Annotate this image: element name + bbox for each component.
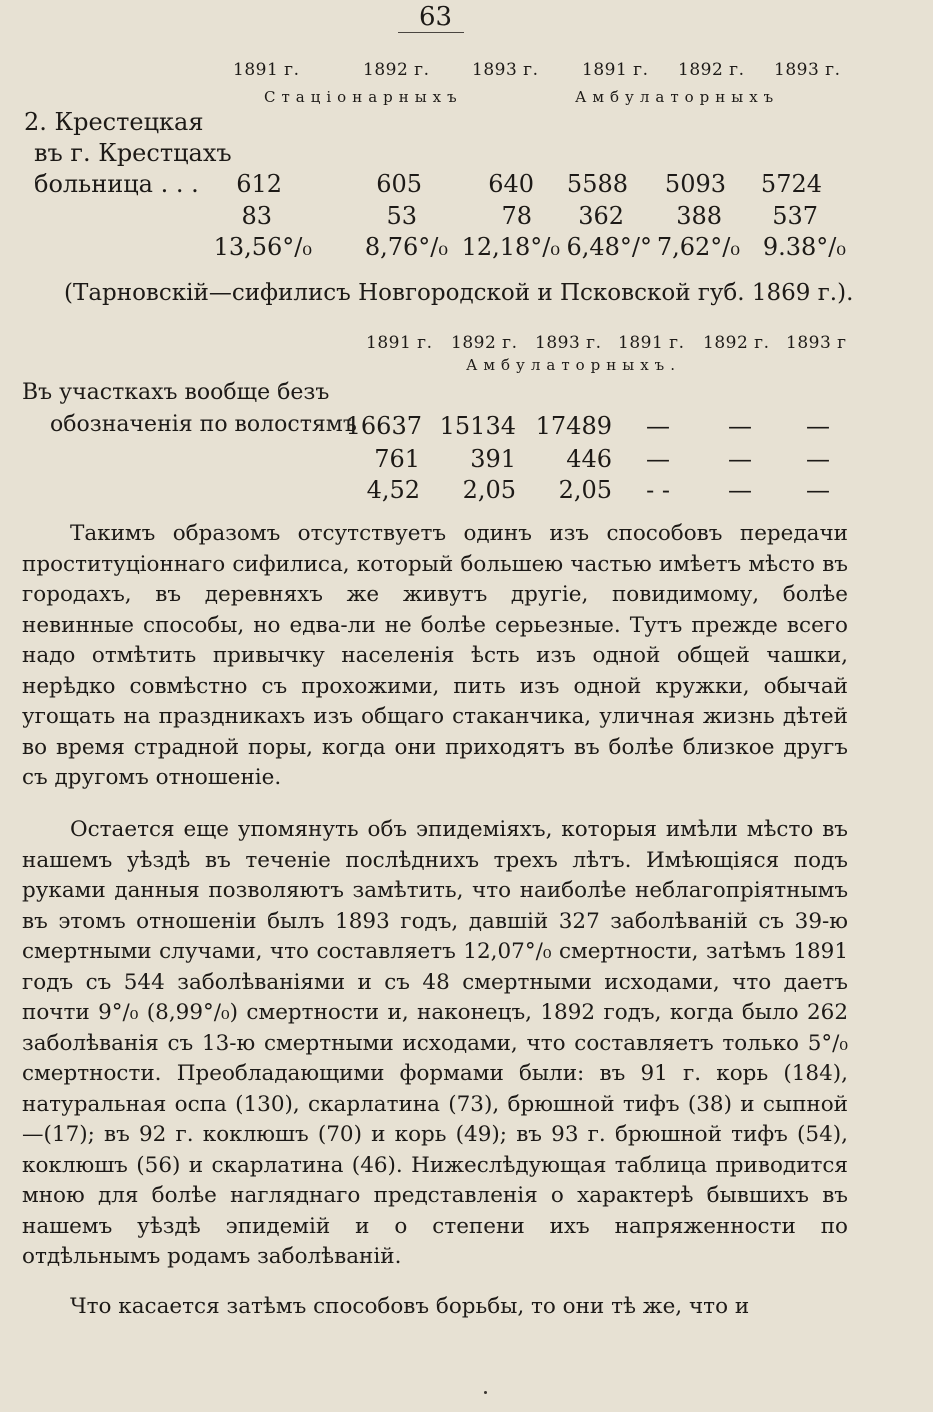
table1-year: 1891 г. — [233, 60, 300, 80]
table2-year: 1891 г. — [366, 333, 433, 353]
table2-cell: 16637 — [345, 412, 422, 440]
body-paragraph-1 — [22, 519, 848, 794]
table2-cell: 2,05 — [462, 476, 516, 504]
table2-cell: — — [728, 445, 752, 473]
source-note: (Тарновскій—сифилисъ Новгородской и Псковской губ. 1869 г.). — [64, 280, 854, 306]
table2-cell: - - — [646, 476, 670, 504]
table2-cell: 2,05 — [558, 476, 612, 504]
table2-cell: — — [806, 412, 830, 440]
table1-cell: 78 — [501, 202, 532, 230]
table1-cell: 83 — [241, 202, 272, 230]
table2-year: 1892 г. — [703, 333, 770, 353]
table1-label-line1: 2. Крестецкая — [24, 108, 204, 136]
table2-year: 1893 г. — [535, 333, 602, 353]
page-number: 63 — [419, 2, 453, 32]
table1-cell: 53 — [386, 202, 417, 230]
table1-cell: 12,18°/₀ — [461, 233, 560, 261]
table2-label-line1: Въ участкахъ вообще безъ — [22, 380, 330, 405]
table1-cell: 537 — [772, 202, 818, 230]
table2-label-line2: обозначенія по волостямъ — [50, 412, 357, 437]
table2-cell: — — [646, 412, 670, 440]
table1-cell: 388 — [676, 202, 722, 230]
table2-year: 1892 г. — [451, 333, 518, 353]
table1-cell: 612 — [236, 170, 282, 198]
table2-year: 1893 г — [786, 333, 847, 353]
paragraph-text: Такимъ образомъ отсутствуетъ одинъ изъ способовъ передачи проституціоннаго сифилиса, который большею частью имѣетъ мѣсто въ городахъ, въ деревняхъ же живутъ другіе, повидимому, болѣе невинные способы, но едва-ли не болѣе серьезные. Тутъ прежде всего надо отмѣтить привычку населенія ѣсть изъ одной общей чашки, нерѣдко совмѣстно съ прохожими, пить изъ одной кружки, обычай угощать на праздникахъ изъ общаго стаканчика, уличная жизнь дѣтей во время страдной поры, когда они приходятъ въ болѣе близкое другъ съ другомъ отношеніе. — [22, 521, 848, 790]
table2-year: 1891 г. — [618, 333, 685, 353]
table2-cell: — — [728, 476, 752, 504]
table2-cell: 4,52 — [366, 476, 420, 504]
table2-cell: 17489 — [535, 412, 612, 440]
table1-cell: 362 — [578, 202, 624, 230]
header-rule — [398, 32, 464, 33]
table2-cell: 391 — [470, 445, 516, 473]
table2-cell: 446 — [566, 445, 612, 473]
table2-cell: — — [646, 445, 670, 473]
table1-cell: 5588 — [566, 170, 628, 198]
table2-group-ambulatory: Амбулаторныхъ. — [466, 356, 681, 374]
table1-group-stationary: Стаціонарныхъ — [264, 88, 463, 106]
table1-cell: 13,56°/₀ — [213, 233, 312, 261]
table1-year: 1893 г. — [774, 60, 841, 80]
speck — [484, 1391, 487, 1394]
table1-year: 1891 г. — [582, 60, 649, 80]
table1-cell: 9.38°/₀ — [762, 233, 846, 261]
table1-cell: 5724 — [760, 170, 822, 198]
table1-cell: 6,48°/° — [566, 233, 652, 261]
table1-cell: 8,76°/₀ — [364, 233, 448, 261]
table1-year: 1892 г. — [363, 60, 430, 80]
paragraph-text: Остается еще упомянуть объ эпидеміяхъ, которыя имѣли мѣсто въ нашемъ уѣздѣ въ теченіе послѣднихъ трехъ лѣтъ. Имѣющіяся подъ руками данныя позволяютъ замѣтить, что наиболѣе неблагопріятнымъ въ этомъ отношеніи былъ 1893 годъ, давшій 327 заболѣваній съ 39-ю смертными случами, что составляетъ 12,07°/₀ смертности, затѣмъ 1891 годъ съ 544 заболѣваніями и съ 48 смертными исходами, что даетъ почти 9°/₀ (8,99°/₀) смертности и, наконецъ, 1892 годъ, когда было 262 заболѣванія съ 13-ю смертными исходами, что составляетъ только 5°/₀ смертности. Преобладающими формами были: въ 91 г. корь (184), натуральная оспа (130), скарлатина (73), брюшной тифъ (38) и сыпной—(17); въ 92 г. коклюшъ (70) и корь (49); въ 93 г. брюшной тифъ (54), коклюшъ (56) и скарлатина (46). Нижеслѣдующая таблица приводится мною для болѣе нагляднаго представленія о характерѣ бывшихъ въ нашемъ уѣздѣ эпидемій и о степени ихъ напряженности по отдѣльнымъ родамъ заболѣваній. — [22, 817, 848, 1269]
table1-cell: 5093 — [664, 170, 726, 198]
table1-label-line3: больница . . . — [34, 170, 199, 198]
table2-cell: — — [806, 445, 830, 473]
body-paragraph-2 — [22, 815, 848, 1273]
table1-year: 1893 г. — [472, 60, 539, 80]
table1-group-ambulatory: Амбулаторныхъ — [575, 88, 780, 106]
body-paragraph-3 — [22, 1292, 848, 1323]
table2-cell: — — [806, 476, 830, 504]
table2-cell: 761 — [374, 445, 420, 473]
table2-cell: — — [728, 412, 752, 440]
table1-cell: 640 — [488, 170, 534, 198]
table1-label-line2: въ г. Крестцахъ — [34, 139, 232, 167]
table1-cell: 7,62°/₀ — [656, 233, 740, 261]
paragraph-text: Что касается затѣмъ способовъ борьбы, то они тѣ же, что и — [70, 1294, 750, 1319]
table2-cell: 15134 — [439, 412, 516, 440]
table1-year: 1892 г. — [678, 60, 745, 80]
table1-cell: 605 — [376, 170, 422, 198]
